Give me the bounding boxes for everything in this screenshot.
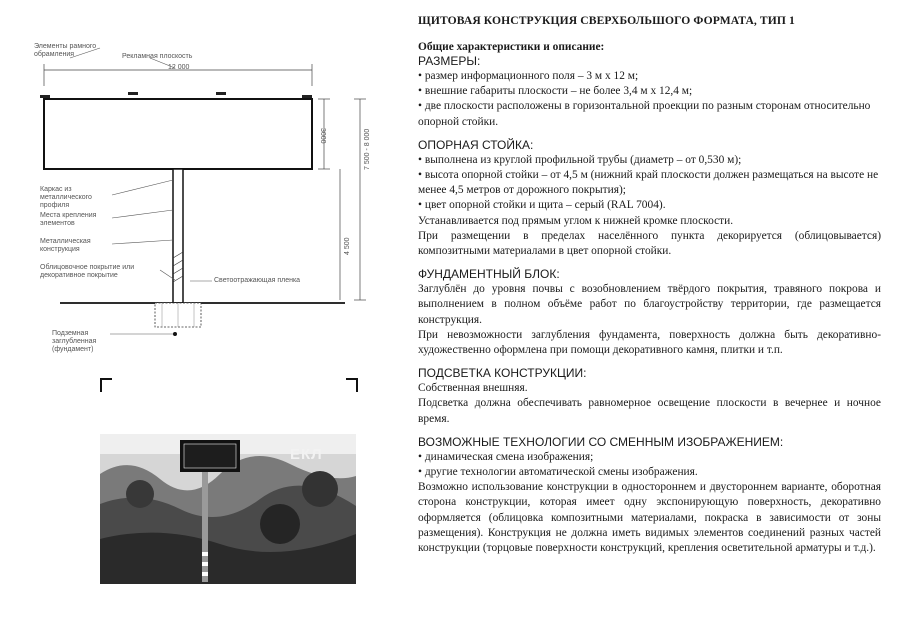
label-width-dim: 12 000 (168, 64, 190, 71)
label-mounting: Места крепления элементов (40, 212, 97, 227)
list-item: • выполнена из круглой профильной трубы (диаметр – от 0,530 м); (418, 153, 881, 168)
sizes-list (418, 69, 881, 130)
list-item: • внешние габариты плоскости – не более 3,4 м х 12,4 м; (418, 84, 881, 99)
foundation-paragraph-2: При невозможности заглубления фундамента, поверхность должна быть декоративно-художественно оформлена при помощи декоративного камня, плитки и т.п. (418, 328, 881, 357)
list-item: • размер информационного поля – 3 м х 12 м; (418, 69, 881, 84)
section-heading-sizes: РАЗМЕРЫ: (418, 54, 481, 68)
label-total-height: 7 500 - 8 000 (364, 128, 371, 170)
photo-sign-text: ЕКЛ (290, 446, 323, 463)
section-heading-foundation: ФУНДАМЕНТНЫЙ БЛОК: (418, 267, 560, 282)
tech-paragraph-1: Возможно использование конструкции в одностороннем и двустороннем варианте, оборотная сторона конструкции, которая имеет одну экспонирующую поверхность, декоративно оформляется (облицовка композитными материалами, покраска в зависимости от зоны размещения). Конструкция не должна иметь видимых элементов соединений разных частей конструкции (торцовые поверхности конструкций, крепления осветительной арматуры и т.д.). (418, 481, 881, 555)
description-column (418, 14, 881, 556)
section-heading-lighting: ПОДСВЕТКА КОНСТРУКЦИИ: (418, 366, 587, 381)
list-item: • цвет опорной стойки и щита – серый (RAL 7004). (418, 198, 881, 213)
label-frame-profile: Каркас из металлического профиля (40, 186, 92, 209)
support-paragraph-1: Устанавливается под прямым углом к нижней кромке плоскости. (418, 214, 734, 227)
page-title: ЩИТОВАЯ КОНСТРУКЦИЯ СВЕРХБОЛЬШОГО ФОРМАТА, ТИП 1 (418, 14, 795, 27)
foundation-paragraph-1: Заглублён до уровня почвы с возобновлением твёрдого покрытия, травяного покрова и выполнением в полном объёме работ по благоустройству территории, где размещается конструкция. (418, 283, 881, 326)
label-height-dim: 3000 (319, 128, 326, 144)
section-heading-support: ОПОРНАЯ СТОЙКА: (418, 137, 534, 152)
label-foundation: Подземная заглубленная (фундамент) (52, 330, 97, 353)
label-reflective: Светоотражающая пленка (214, 277, 301, 284)
crop-mark-top-right (346, 378, 358, 392)
label-base-height: 4 500 (344, 237, 351, 255)
support-paragraph-2: При размещении в пределах населённого пункта декорируется (облицовывается) композитными материалами в цвет опорной стойки. (418, 229, 881, 258)
section-heading-tech: ВОЗМОЖНЫЕ ТЕХНОЛОГИИ СО СМЕННЫМ ИЗОБРАЖЕНИЕМ: (418, 434, 784, 449)
tech-list (418, 450, 881, 480)
label-work-plane: Рекламная плоскость (122, 53, 193, 60)
lighting-paragraph-1: Собственная внешняя. (418, 382, 528, 395)
photo-frame (100, 378, 358, 586)
list-item: • динамическая смена изображения; (418, 450, 881, 465)
intro-heading: Общие характеристики и описание: (418, 41, 605, 53)
label-metal-structure: Металлическая конструкция (40, 238, 91, 253)
lighting-paragraph-2: Подсветка должна обеспечивать равномерное освещение плоскости в вечернее и ночное время. (418, 397, 881, 425)
billboard-drawing (0, 0, 400, 360)
crop-mark-top-left (100, 378, 112, 392)
list-item: • две плоскости расположены в горизонтальной проекции по разным сторонам относительно опорной стойки. (418, 99, 881, 129)
list-item: • высота опорной стойки – от 4,5 м (нижний край плоскости должен размещаться на высоте не менее 4,5 метров от дорожного покрытия); (418, 168, 881, 198)
label-decor: Облицовочное покрытие или декоративное покрытие (40, 264, 135, 279)
list-item: • другие технологии автоматической смены изображения. (418, 465, 881, 480)
support-list (418, 153, 881, 214)
label-frame-elements: Элементы рамного обрамления (34, 43, 97, 58)
